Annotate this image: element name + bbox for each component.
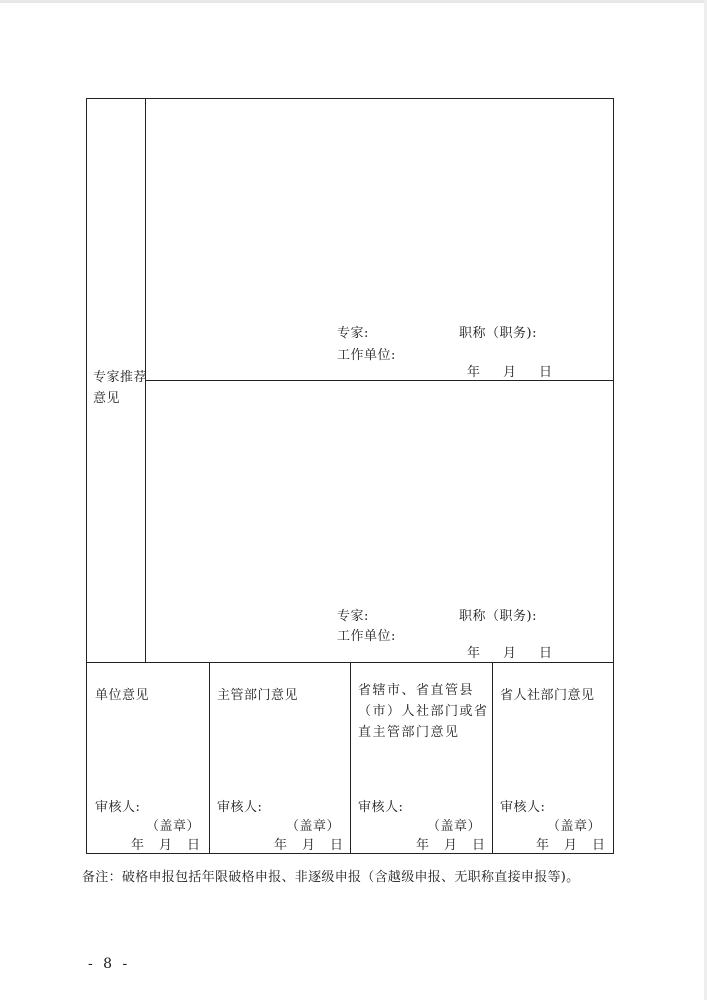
city-opinion-reviewer: 审核人:: [358, 800, 404, 815]
province-opinion-title: 省人社部门意见: [500, 688, 595, 703]
expert-1-date-month: 月: [503, 365, 517, 380]
province-opinion-date-day: 日: [592, 838, 606, 853]
table-border-right: [613, 98, 614, 854]
city-opinion-seal: （盖章）: [427, 819, 482, 834]
city-opinion-title: 省辖市、省直管县（市）人社部门或省直主管部门意见: [358, 683, 489, 740]
expert-1-unit-label: 工作单位:: [337, 348, 396, 363]
opinion-col-divider-3: [492, 662, 493, 854]
expert-block-divider: [145, 380, 614, 381]
table-border-left: [86, 98, 87, 854]
table-border-top: [86, 98, 614, 99]
unit-opinion-date-day: 日: [187, 838, 201, 853]
footnote: 备注：破格申报包括年限破格申报、非逐级申报（含越级申报、无职称直接申报等)。: [82, 870, 580, 885]
province-opinion-reviewer: 审核人:: [500, 800, 546, 815]
opinion-col-divider-2: [350, 662, 351, 854]
expert-2-unit-label: 工作单位:: [337, 629, 396, 644]
city-opinion-date-day: 日: [472, 838, 486, 853]
page-number: - 8 -: [88, 956, 131, 972]
expert-1-title-label: 职称（职务):: [459, 326, 537, 341]
unit-opinion-seal: （盖章）: [146, 819, 201, 834]
expert-section-label: 专家推荐意见: [93, 370, 148, 406]
unit-opinion-date-month: 月: [159, 838, 173, 853]
city-opinion-date-month: 月: [444, 838, 458, 853]
opinion-col-divider-1: [209, 662, 210, 854]
dept-opinion-date-day: 日: [330, 838, 344, 853]
province-opinion-date-month: 月: [564, 838, 578, 853]
expert-1-name-label: 专家:: [337, 326, 369, 341]
dept-opinion-date-month: 月: [302, 838, 316, 853]
expert-2-name-label: 专家:: [337, 609, 369, 624]
province-opinion-seal: （盖章）: [547, 819, 602, 834]
unit-opinion-date-year: 年: [131, 838, 145, 853]
expert-2-date-day: 日: [539, 646, 553, 661]
expert-2-title-label: 职称（职务):: [459, 609, 537, 624]
dept-opinion-date-year: 年: [274, 838, 288, 853]
expert-1-date-year: 年: [467, 365, 481, 380]
city-opinion-date-year: 年: [416, 838, 430, 853]
dept-opinion-seal: （盖章）: [286, 819, 341, 834]
dept-opinion-title: 主管部门意见: [217, 688, 299, 703]
expert-2-date-year: 年: [467, 646, 481, 661]
province-opinion-date-year: 年: [536, 838, 550, 853]
expert-1-date-day: 日: [539, 365, 553, 380]
expert-2-date-month: 月: [503, 646, 517, 661]
unit-opinion-reviewer: 审核人:: [95, 800, 141, 815]
dept-opinion-reviewer: 审核人:: [217, 800, 263, 815]
unit-opinion-title: 单位意见: [95, 688, 150, 703]
